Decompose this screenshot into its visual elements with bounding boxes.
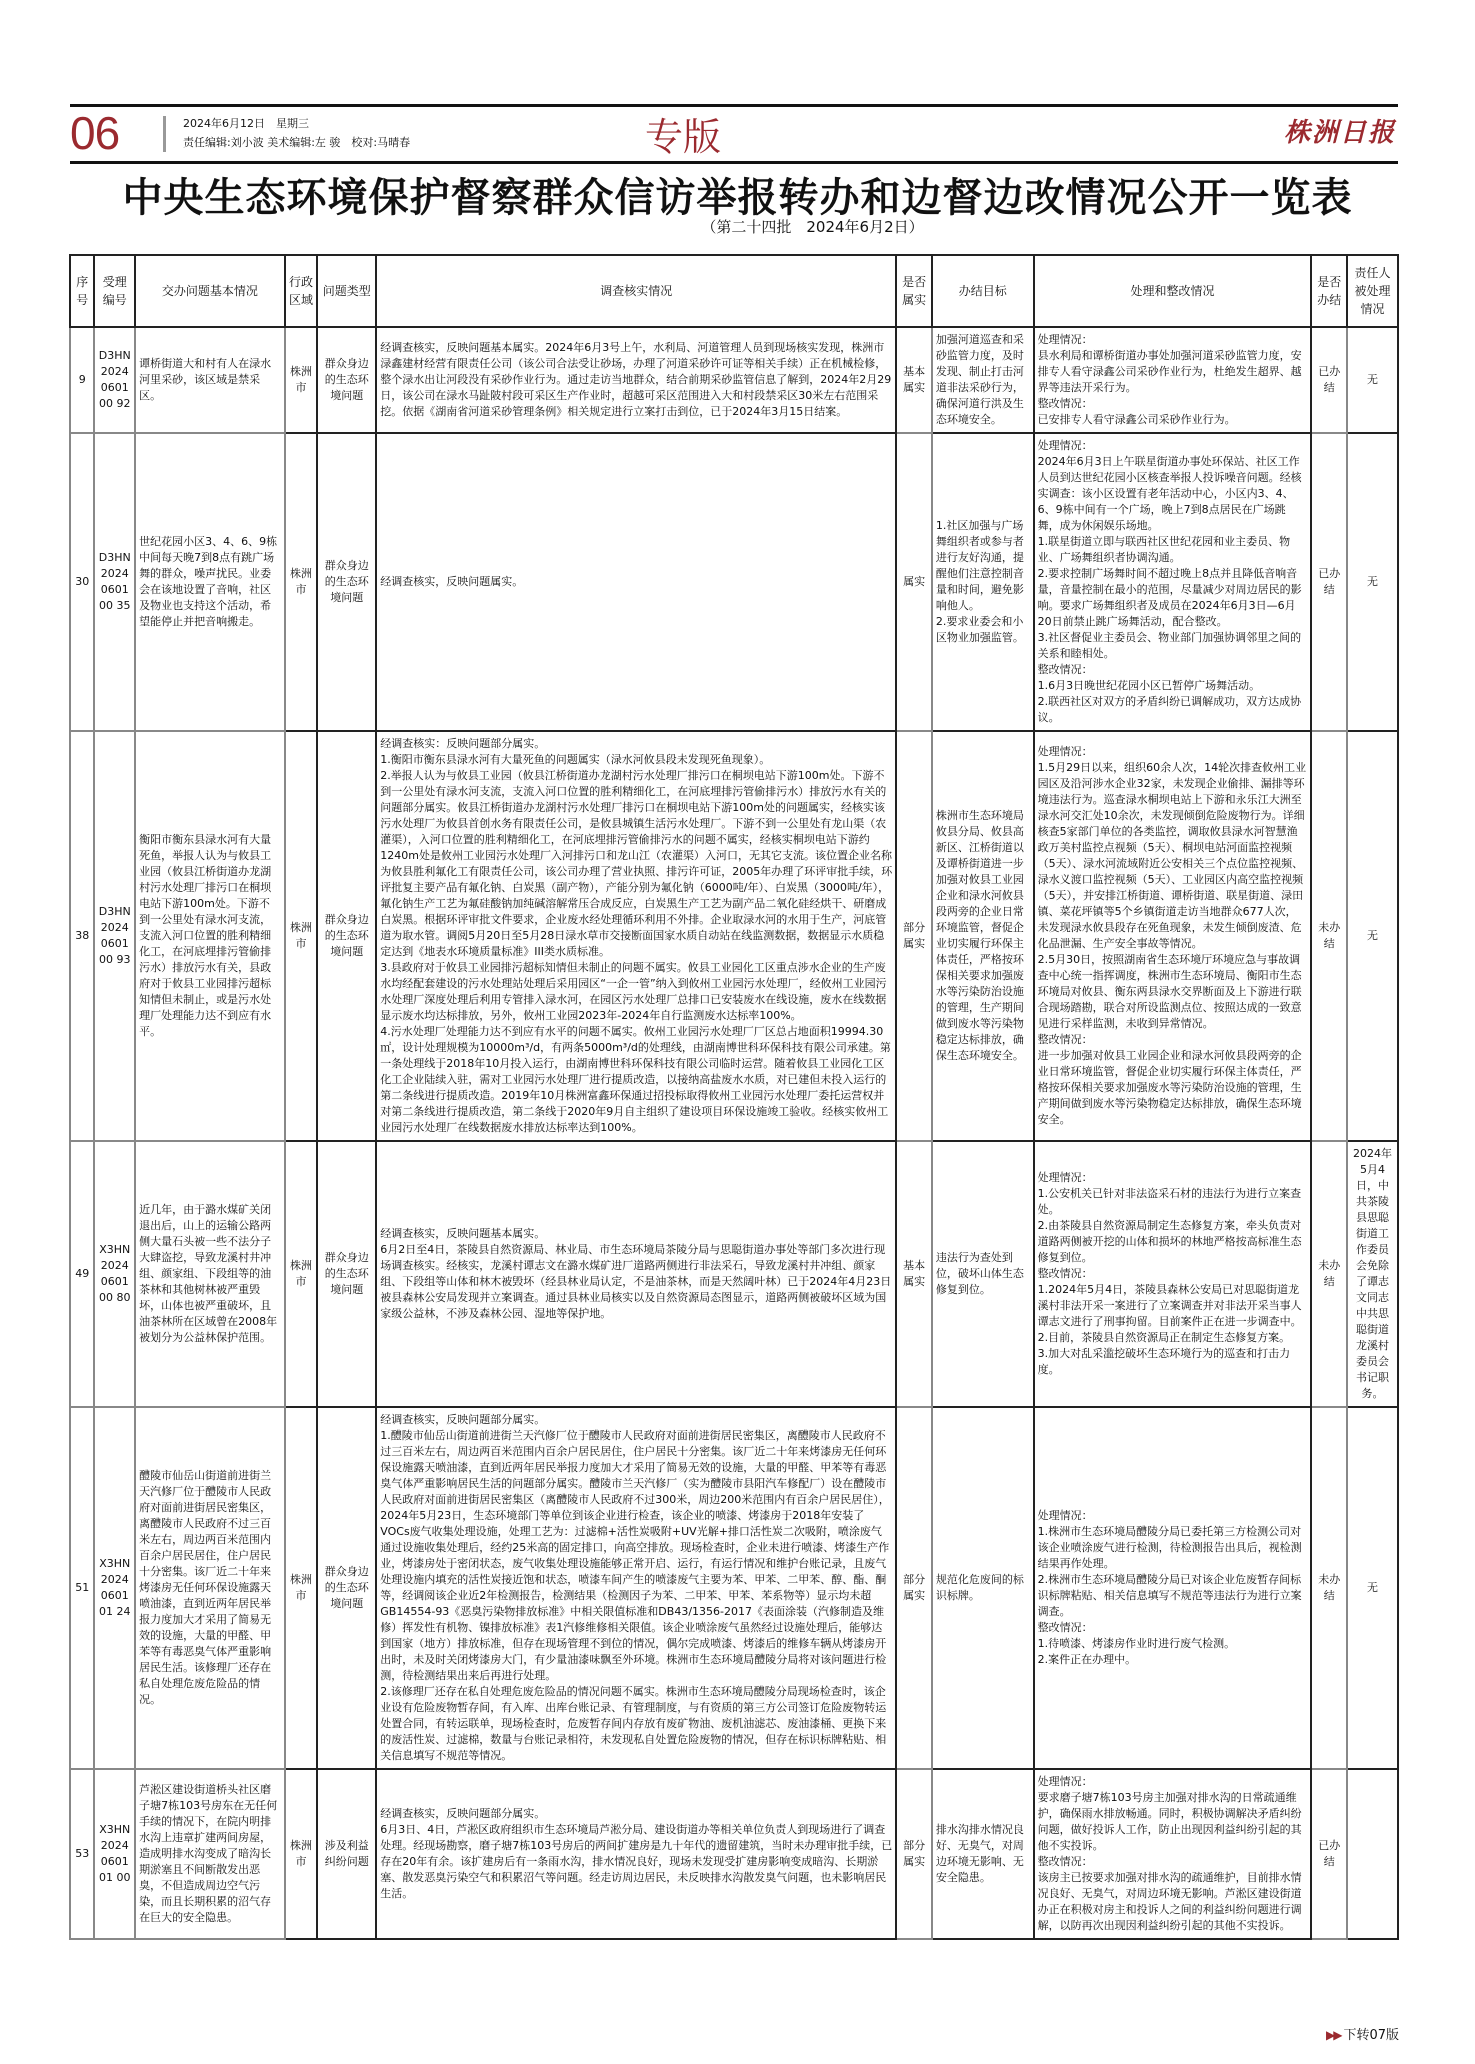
double-arrow-right-icon: ▶▶ (1325, 2028, 1341, 2042)
col-header-goal: 办结目标 (932, 255, 1034, 327)
accountability-cell (1347, 1141, 1398, 1407)
table-row (70, 1407, 1398, 1769)
closed-status: 未办结 (1318, 1573, 1341, 1602)
issue-type-cell (317, 327, 376, 433)
closed-status: 已办结 (1318, 567, 1341, 596)
accountability: 无 (1367, 575, 1379, 588)
masthead-bottom-rule (70, 161, 1398, 164)
row-number-cell (70, 327, 94, 433)
verified-status-cell (896, 731, 932, 1141)
continue-note (1326, 2024, 1399, 2043)
issue-description: 芦淞区建设街道桥头社区磨子塘7栋103号房东在无任何手续的情况下，在院内明排水沟上违章扩建两间房屋，造成明排水沟变成了暗沟长期淤塞且不间断散发出恶臭，不但造成周边空气污染，而且长期积累的沼气存在巨大的安全隐患。 (139, 1783, 278, 1924)
closure-goal: 加强河道巡查和采砂监管力度，及时发现、制止打击河道非法采砂行为，确保河道行洪及生态环境安全。 (935, 333, 1024, 426)
continue-text: 下转07版 (1343, 2028, 1399, 2043)
investigation-detail-cell (376, 327, 896, 433)
accountability: 无 (1367, 929, 1379, 942)
report-table (69, 254, 1399, 1940)
verified-status-cell (896, 327, 932, 433)
closed-status-cell (1311, 433, 1347, 731)
closure-goal-cell (932, 1141, 1034, 1407)
closed-status-cell (1311, 1769, 1347, 1939)
case-id-cell (94, 1407, 135, 1769)
table-header-row (70, 255, 1398, 327)
issue-type: 涉及利益纠纷问题 (324, 1839, 369, 1868)
issue-description: 世纪花园小区3、4、6、9栋中间每天晚7到8点有跳广场舞的群众，噪声扰民。业委会在该地设置了音响，社区及物业也支持这个活动，希望能停止并把音响搬走。 (139, 535, 278, 628)
region: 株洲市 (289, 567, 312, 596)
closure-goal: 规范化危废间的标识标牌。 (935, 1573, 1024, 1602)
issue-type-cell (317, 1407, 376, 1769)
handling-detail: 处理情况： 县水利局和谭桥街道办事处加强河道采砂监管力度，安排专人看守渌鑫公司采砂作业行为，杜绝发生超界、越界等违法开采行为。 整改情况： 已安排专人看守渌鑫公司采砂作业行为。 (1037, 333, 1302, 426)
handling-detail-cell (1034, 1769, 1312, 1939)
investigation-detail: 经调查核实，反映问题部分属实。 1.醴陵市仙岳山街道前进街兰天汽修厂位于醴陵市人民政府对面前进街居民密集区，离醴陵市人民政府不过三百米左右，周边两百米范围内百余户居民居住，住户居民十分密集。该厂近二十年来烤漆房无任何环保设施露天喷油漆，直到近两年居民举报力度加大才采用了简易无效的设施，大量的甲醛、甲苯等有毒恶臭气体严重影响居民生活的问题部分属实。醴陵市兰天汽修厂（实为醴陵市县阳汽车修配厂）设在醴陵市人民政府对面前进街居民密集区（离醴陵市人民政府不过300米，周边200米范围内有百余户居民居住），2024年5月23日，生态环境部门等单位到该企业进行检查，该企业的喷漆、烤漆房于2018年安装了VOCs废气收集处理设施，处理工艺为：过滤棉+活性炭吸附+UV光解+排口活性炭二次吸附，喷涂废气通过设施收集处理后，经约25米高的固定排口，向高空排放。现场检查时，企业未进行喷漆、烤漆生产作业，烤漆房处于密闭状态，废气收集处理设施能够正常开启、运行，有运行情况和维护台账记录，且废气处理设施内填充的活性炭接近饱和状态，喷漆车间产生的喷漆废气主要为苯、甲苯、二甲苯、醇、酯、酮等，经调阅该企业近2年检测报告，检测结果（检测因子为苯、二甲苯、甲苯、苯系物等）显示均未超GB14554-93《恶臭污染物排放标准》中相关限值标准和DB43/1356-2017《表面涂装（汽修制造及维修）挥发性有机物、镍排放标准》表1汽修维修相关限值。该企业喷涂废气虽然经过设施处理后，能够达到国家（地方）排放标准，但存在现场管理不到位的情况，偶尔完成喷漆、烤漆后的维修车辆从烤漆房开出时，未及时关闭烤漆房大门，有少量油漆味飘至外环境。株洲市生态环境局醴陵分局将对该问题进行检测，待检测结果出来后再进行处理。 2.该修理厂还存在私自处理危废危险品的情况问题不属实。株洲市生态环境局醴陵分局现场检查时，该企业设有危险废物暂存间，有入库、出库台账记录、有管理制度，与有资质的第三方公司签订危险废物转运处置合同，有转运联单，现场检查时，危废暂存间内存放有废矿物油、废机油滤芯、废油漆桶、更换下来的废活性炭、过滤棉，数量与台账记录相符，未发现私自处置危险废物的情况，但存在标识标牌粘贴、相关信息填写不规范等情况。 (380, 1413, 890, 1762)
handling-detail-cell (1034, 1141, 1312, 1407)
accountability-cell (1347, 1407, 1398, 1769)
issue-description-cell (135, 1407, 285, 1769)
handling-detail-cell (1034, 731, 1312, 1141)
region-cell (285, 1769, 318, 1939)
newspaper-logo: 株洲日报 (1283, 118, 1396, 148)
case-id-cell (94, 433, 135, 731)
region: 株洲市 (289, 921, 312, 950)
closure-goal-cell (932, 1407, 1034, 1769)
case-id-cell (94, 327, 135, 433)
section-label: 专版 (645, 115, 722, 159)
table-row (70, 433, 1398, 731)
issue-type: 群众身边的生态环境问题 (324, 1251, 369, 1296)
issue-type-cell (317, 1141, 376, 1407)
closure-goal-cell (932, 433, 1034, 731)
row-number: 30 (75, 575, 90, 588)
region-cell (285, 731, 318, 1141)
closed-status-cell (1311, 327, 1347, 433)
issue-description-cell (135, 433, 285, 731)
editors-credit: 责任编辑:刘小波 美术编辑:左 骏 校对:马晴春 (183, 136, 411, 149)
col-header-type: 问题类型 (317, 255, 376, 327)
page-title: 中央生态环境保护督察群众信访举报转办和边督边改情况公开一览表 (122, 174, 1353, 221)
investigation-detail: 经调查核实：反映问题部分属实。 1.衡阳市衡东县渌水河有大量死鱼的问题属实（渌水河攸县段未发现死鱼现象）。 2.举报人认为与攸县工业园（攸县江桥街道办龙湖村污水处理厂排污口在桐坝电站下游100m处。下游不到一公里处有渌水河支流，支流入河口位置的胜利精细化工，在河底埋排污管偷排污水）排放污水有关的问题部分属实。攸县江桥街道办龙湖村污水处理厂排污口在桐坝电站下游100m处的问题属实，经核实该污水处理厂为攸县首创水务有限责任公司，是攸县城镇生活污水处理厂。下游不到一公里处有龙山渠（农灌渠），入河口位置的胜利精细化工，在河底埋排污管偷排污水的问题不属实，经核实桐坝电站下游约1240m处是攸州工业园污水处理厂入河排污口和龙山江（农灌渠）入河口，无其它支流。该位置企业名称为攸县胜利氟化工有限责任公司，该公司办理了营业执照、排污许可证，2005年办理了环评审批手续，环评批复主要产品有氟化钠、白炭黑（副产物），产能分别为氟化钠（6000吨/年）、白炭黑（3000吨/年），氟化钠生产工艺为氟硅酸钠加纯碱溶解常压合成反应，白炭黑生产工艺为副产品二氧化硅经烘干、研磨成白炭黑。根据环评审批文件要求，企业废水经处理循环利用不外排。企业取渌水河的水用于生产，河底管道为取水管。调阅5月20日至5月28日渌水草市交接断面国家水质自动站在线监测数据，数据显示水质稳定达到《地表水环境质量标准》III类水质标准。 3.县政府对于攸县工业园排污超标知情但未制止的问题不属实。攸县工业园化工区重点涉水企业的生产废水均经配套建设的污水处理站处理后采用园区“一企一管”纳入到攸州工业园污水处理厂，经攸州工业园污水处理厂深度处理后利用专管排入渌水河，在园区污水处理厂总排口已安装废水在线设施，废水在线数据显示废水均达标排放，另外，攸州工业园2023年-2024年自行监测废水达标率100%。 4.污水处理厂处理能力达不到应有水平的问题不属实。攸州工业园污水处理厂厂区总占地面积19994.30㎡，设计处理规模为10000m³/d，有两条5000m³/d的处理线，由湖南博世科环保科技有限公司承建。第一条处理线于2018年10月投入运行，由湖南博世科环保科技有限公司临时运营。随着攸县工业园化工区化工企业陆续入驻，需对工业园污水处理厂进行提质改造，以接纳高盐废水水质，对已建但未投入运行的第二条线进行提质改造。2019年10月株洲富鑫环保通过招投标取得攸州工业园污水处理厂委托运营权并对第二条线进行提质改造，第二条线于2020年9月自主组织了建设项目环保设施竣工验收。经核实攸州工业园污水处理厂在线数据废水排放达标率达到100%。 (380, 737, 893, 1134)
accountability-cell (1347, 327, 1398, 433)
col-header-accountability: 责任人被处理情况 (1347, 255, 1398, 327)
issue-description: 谭桥街道大和村有人在渌水河里采砂，该区域是禁采区。 (139, 357, 272, 402)
accountability-cell (1347, 1769, 1398, 1939)
handling-detail: 处理情况： 1.5月29日以来，组织60余人次，14轮次排查攸州工业园区及沿河涉水企业32家，未发现企业偷排、漏排等环境违法行为。巡查渌水桐坝电站上下游和永乐江大洲至渌水河交汇处10余次，未发现倾倒危险废物行为。详细核查5家部门单位的各类监控，调取攸县渌水河智慧渔政万美村监控点视频（5天）、桐坝电站河面监控视频（5天）、渌水河流域附近公安相关三个点位监控视频、渌水义渡口监控视频（5天）、工业园区内高空监控视频（5天），并安排江桥街道、谭桥街道、联星街道、渌田镇、菜花坪镇等5个乡镇街道走访当地群众677人次，未发现渌水攸县段存在死鱼现象，未发生倾倒废渣、危化品泄漏、生产安全事故等情况。 2.5月30日，按照湖南省生态环境厅环境应急与事故调查中心统一指挥调度，株洲市生态环境局、衡阳市生态环境局对攸县、衡东两县渌水交界断面及上下游进行联合现场踏勘，联合对所设监测点位、按照达成的一致意见进行采样监测，未收到异常情况。 整改情况： 进一步加强对攸县工业园企业和渌水河攸县段两旁的企业日常环境监管，督促企业切实履行环保主体责任，严格按环保相关要求加强废水等污染防治设施的管理，生产期间做到废水等污染物稳定达标排放，确保生态环境安全。 (1037, 745, 1307, 1126)
case-id: X3HN2024060100 80 (99, 1243, 131, 1304)
handling-detail-cell (1034, 433, 1312, 731)
investigation-detail: 经调查核实，反映问题部分属实。 6月3日、4日，芦淞区政府组织市生态环境局芦淞分局、建设街道办等相关单位负责人到现场进行了调查处理。经现场勘察，磨子塘7栋103号房后的两间扩建房是九十年代的遗留建筑，当时未办理审批手续，已存在20年有余。该扩建房后有一条雨水沟，排水情况良好，现场未发现受扩建房影响变成暗沟、长期淤塞、散发恶臭污染空气和积累沼气等问题。经走访周边居民，未反映排水沟散发臭气问题，也未影响居民生活。 (380, 1807, 893, 1900)
accountability: 无 (1367, 1581, 1379, 1594)
region-cell (285, 1407, 318, 1769)
accountability: 无 (1367, 373, 1379, 386)
issue-type-cell (317, 1769, 376, 1939)
verified-status-cell (896, 433, 932, 731)
table-row (70, 1769, 1398, 1939)
row-number-cell (70, 1407, 94, 1769)
handling-detail: 处理情况： 1.公安机关已针对非法盗采石材的违法行为进行立案查处。 2.由茶陵县自然资源局制定生态修复方案，牵头负责对道路两侧被开挖的山体和损坏的林地严格按高标准生态修复到位。 整改情况： 1.2024年5月4日，茶陵县森林公安局已对思聪街道龙溪村非法开采一案进行了立案调查并对非法开采当事人谭志文进行了刑事拘留。目前案件正在进一步调查中。 2.目前，茶陵县自然资源局正在制定生态修复方案。 3.加大对乱采滥挖破坏生态环境行为的巡查和打击力度。 (1037, 1171, 1302, 1376)
verified-status: 基本属实 (903, 1259, 926, 1288)
region: 株洲市 (289, 365, 312, 394)
region: 株洲市 (289, 1839, 312, 1868)
investigation-detail-cell (376, 1769, 896, 1939)
col-header-handling: 处理和整改情况 (1034, 255, 1312, 327)
verified-status-cell (896, 1407, 932, 1769)
row-number-cell (70, 1769, 94, 1939)
masthead-divider (163, 116, 166, 152)
row-number-cell (70, 731, 94, 1141)
case-id-cell (94, 731, 135, 1141)
region: 株洲市 (289, 1573, 312, 1602)
handling-detail: 处理情况： 1.株洲市生态环境局醴陵分局已委托第三方检测公司对该企业喷涂废气进行检测，待检测报告出具后，视检测结果再作处理。 2.株洲市生态环境局醴陵分局已对该企业危废暂存间标识标牌粘贴、相关信息填写不规范等违法行为进行立案调查。 整改情况： 1.待喷漆、烤漆房作业时进行废气检测。 2.案件正在办理中。 (1037, 1509, 1302, 1666)
table-body (70, 327, 1398, 1939)
investigation-detail-cell (376, 731, 896, 1141)
accountability: 2024年5月4日，中共茶陵县思聪街道工作委员会免除了谭志文同志中共思聪街道龙溪村委员会书记职务。 (1353, 1147, 1393, 1400)
col-header-region: 行政区域 (285, 255, 318, 327)
issue-description-cell (135, 1141, 285, 1407)
investigation-detail: 经调查核实，反映问题基本属实。2024年6月3号上午，水利局、河道管理人员到现场核实发现，株洲市渌鑫建材经营有限责任公司（该公司合法受让砂场，办理了河道采砂许可证等相关手续）正在机械检修，整个渌水出让河段没有采砂作业行为。通过走访当地群众，结合前期采砂监管信息了解到，2024年2月29日，该公司在渌水马趾陂村段可采区生产作业时，超越可采区范围进入大和村段禁采区30米左右范围采挖。依据《湖南省河道采砂管理条例》相关规定进行立案打击到位，已于2024年3月15日结案。 (380, 341, 892, 418)
issue-description-cell (135, 327, 285, 433)
case-id-cell (94, 1769, 135, 1939)
handling-detail: 处理情况： 2024年6月3日上午联星街道办事处环保站、社区工作人员到达世纪花园小区核查举报人投诉噪音问题。经核实调查：该小区设置有老年活动中心，小区内3、4、6、9栋中间有一个广场，晚上7到8点居民在广场跳舞，成为休闲娱乐场地。 1.联星街道立即与联西社区世纪花园和业主委员、物业、广场舞组织者协调沟通。 2.要求控制广场舞时间不超过晚上8点并且降低音响音量，音量控制在最小的范围，尽量减少对周边居民的影响。要求广场舞组织者及成员在2024年6月3日—6月20日前禁止跳广场舞活动，配合整改。 3.社区督促业主委员会、物业部门加强协调邻里之间的关系和睦相处。 整改情况： 1.6月3日晚世纪花园小区已暂停广场舞活动。 2.联西社区对双方的矛盾纠纷已调解成功，双方达成协议。 (1037, 439, 1302, 724)
investigation-detail: 经调查核实，反映问题基本属实。 6月2日至4日，茶陵县自然资源局、林业局、市生态环境局茶陵分局与思聪街道办事处等部门多次进行现场调查核实。经核实，龙溪村谭志文在潞水煤矿进厂道路两侧进行非法采石，导致龙溪村井冲组、颜家组、下段组等山体和林木被毁坏（经县林业局认定，不是油茶林，而是天然阔叶林）已于2024年4月23日被县森林公安局发现并立案调查。通过县林业局核实以及自然资源局态图显示，道路两侧被破坏区域为国家级公益林，不涉及森林公园、湿地等保护地。 (380, 1227, 892, 1320)
row-number: 9 (78, 373, 86, 386)
table-row (70, 731, 1398, 1141)
issue-type: 群众身边的生态环境问题 (324, 1565, 369, 1610)
issue-type-cell (317, 433, 376, 731)
region-cell (285, 433, 318, 731)
case-id: D3HN2024060100 35 (98, 551, 131, 612)
closure-goal-cell (932, 731, 1034, 1141)
issue-description: 衡阳市衡东县渌水河有大量死鱼，举报人认为与攸县工业园（攸县江桥街道办龙湖村污水处理厂排污口在桐坝电站下游100m处。下游不到一公里处有渌水河支流，支流入河口位置的胜利精细化工，在河底埋排污管偷排污水）排放污水有关，县政府对于攸县工业园排污超标知情但未制止，或是污水处理厂处理能力达不到应有水平。 (139, 833, 272, 1038)
closure-goal: 排水沟排水情况良好、无臭气，对周边环境无影响、无安全隐患。 (935, 1823, 1024, 1884)
row-number: 53 (75, 1847, 90, 1860)
accountability-cell (1347, 731, 1398, 1141)
region-cell (285, 327, 318, 433)
case-id: D3HN2024060100 92 (98, 349, 131, 410)
masthead-meta (183, 114, 410, 152)
verified-status: 部分属实 (903, 921, 926, 950)
col-header-no: 序号 (70, 255, 94, 327)
row-number: 49 (75, 1267, 90, 1280)
issue-type: 群众身边的生态环境问题 (324, 357, 369, 402)
handling-detail-cell (1034, 1407, 1312, 1769)
issue-type-cell (317, 731, 376, 1141)
closed-status-cell (1311, 1407, 1347, 1769)
masthead (70, 107, 1398, 159)
issue-type: 群众身边的生态环境问题 (324, 913, 369, 958)
col-header-id: 受理编号 (94, 255, 135, 327)
col-header-investigation: 调查核实情况 (376, 255, 896, 327)
table-row (70, 1141, 1398, 1407)
verified-status-cell (896, 1141, 932, 1407)
verified-status: 部分属实 (903, 1573, 926, 1602)
verified-status: 属实 (903, 575, 926, 588)
investigation-detail: 经调查核实，反映问题属实。 (380, 575, 524, 588)
case-id: X3HN2024060101 00 (99, 1823, 131, 1884)
closed-status: 已办结 (1318, 1839, 1341, 1868)
investigation-detail-cell (376, 433, 896, 731)
issue-description-cell (135, 1769, 285, 1939)
case-id: D3HN2024060100 93 (98, 905, 131, 966)
investigation-detail-cell (376, 1407, 896, 1769)
closure-goal-cell (932, 327, 1034, 433)
page-subtitle: （第二十四批 2024年6月2日） (701, 218, 924, 236)
handling-detail: 处理情况： 要求磨子塘7栋103号房主加强对排水沟的日常疏通维护，确保雨水排放畅通。同时，积极协调解决矛盾纠纷问题，做好投诉人工作，防止出现因利益纠纷引起的其他不实投诉。 整改情况： 该房主已按要求加强对排水沟的疏通维护，目前排水情况良好、无臭气，对周边环境无影响。芦淞区建设街道办正在积极对房主和投诉人之间的利益纠纷问题进行调解，以防再次出现因利益纠纷引起的其他不实投诉。 (1037, 1775, 1302, 1932)
issue-date: 2024年6月12日 星期三 (183, 117, 309, 130)
case-id: X3HN2024060101 24 (99, 1557, 131, 1618)
issue-description: 近几年，由于潞水煤矿关闭退出后，山上的运输公路两侧大量石头被一些不法分子大肆盗挖，导致龙溪村井冲组、颜家组、下段组等的油茶林和其他树林被严重毁坏，山体也被严重破坏，且油茶林所在区域曾在2008年被划分为公益林保护范围。 (139, 1203, 278, 1344)
closed-status: 未办结 (1318, 921, 1341, 950)
table-row (70, 327, 1398, 433)
closed-status-cell (1311, 1141, 1347, 1407)
issue-description: 醴陵市仙岳山街道前进街兰天汽修厂位于醴陵市人民政府对面前进街居民密集区，离醴陵市人民政府不过三百米左右，周边两百米范围内百余户居民居住，住户居民十分密集。该厂近二十年来烤漆房无任何环保设施露天喷油漆，直到近两年居民举报力度加大才采用了简易无效的设施，大量的甲醛、甲苯等有毒恶臭气体严重影响居民生活。该修理厂还存在私自处理危废危险品的情况。 (139, 1469, 272, 1706)
closure-goal-cell (932, 1769, 1034, 1939)
page-number: 06 (70, 107, 120, 159)
verified-status-cell (896, 1769, 932, 1939)
accountability-cell (1347, 433, 1398, 731)
col-header-verified: 是否属实 (896, 255, 932, 327)
top-rule (70, 104, 1398, 107)
closure-goal: 1.社区加强与广场舞组织者或参与者进行友好沟通，提醒他们注意控制音量和时间，避免影响他人。 2.要求业委会和小区物业加强监管。 (935, 519, 1024, 644)
region: 株洲市 (289, 1259, 312, 1288)
col-header-issue: 交办问题基本情况 (135, 255, 285, 327)
closure-goal: 违法行为查处到位，破坏山体生态修复到位。 (935, 1251, 1024, 1296)
closed-status: 未办结 (1318, 1259, 1341, 1288)
row-number-cell (70, 433, 94, 731)
verified-status: 基本属实 (903, 365, 926, 394)
row-number: 51 (75, 1581, 90, 1594)
col-header-closed: 是否办结 (1311, 255, 1347, 327)
closure-goal: 株洲市生态环境局攸县分局、攸县高新区、江桥街道以及谭桥街道进一步加强对攸县工业园企业和渌水河攸县段两旁的企业日常环境监管，督促企业切实履行环保主体责任，严格按环保相关要求加强废水等污染防治设施的管理，生产期间做到废水等污染物稳定达标排放，确保生态环境安全。 (935, 809, 1024, 1062)
closed-status: 已办结 (1318, 365, 1341, 394)
handling-detail-cell (1034, 327, 1312, 433)
row-number-cell (70, 1141, 94, 1407)
row-number: 38 (75, 929, 90, 942)
investigation-detail-cell (376, 1141, 896, 1407)
region-cell (285, 1141, 318, 1407)
issue-type: 群众身边的生态环境问题 (324, 559, 369, 604)
case-id-cell (94, 1141, 135, 1407)
issue-description-cell (135, 731, 285, 1141)
closed-status-cell (1311, 731, 1347, 1141)
verified-status: 部分属实 (903, 1839, 926, 1868)
